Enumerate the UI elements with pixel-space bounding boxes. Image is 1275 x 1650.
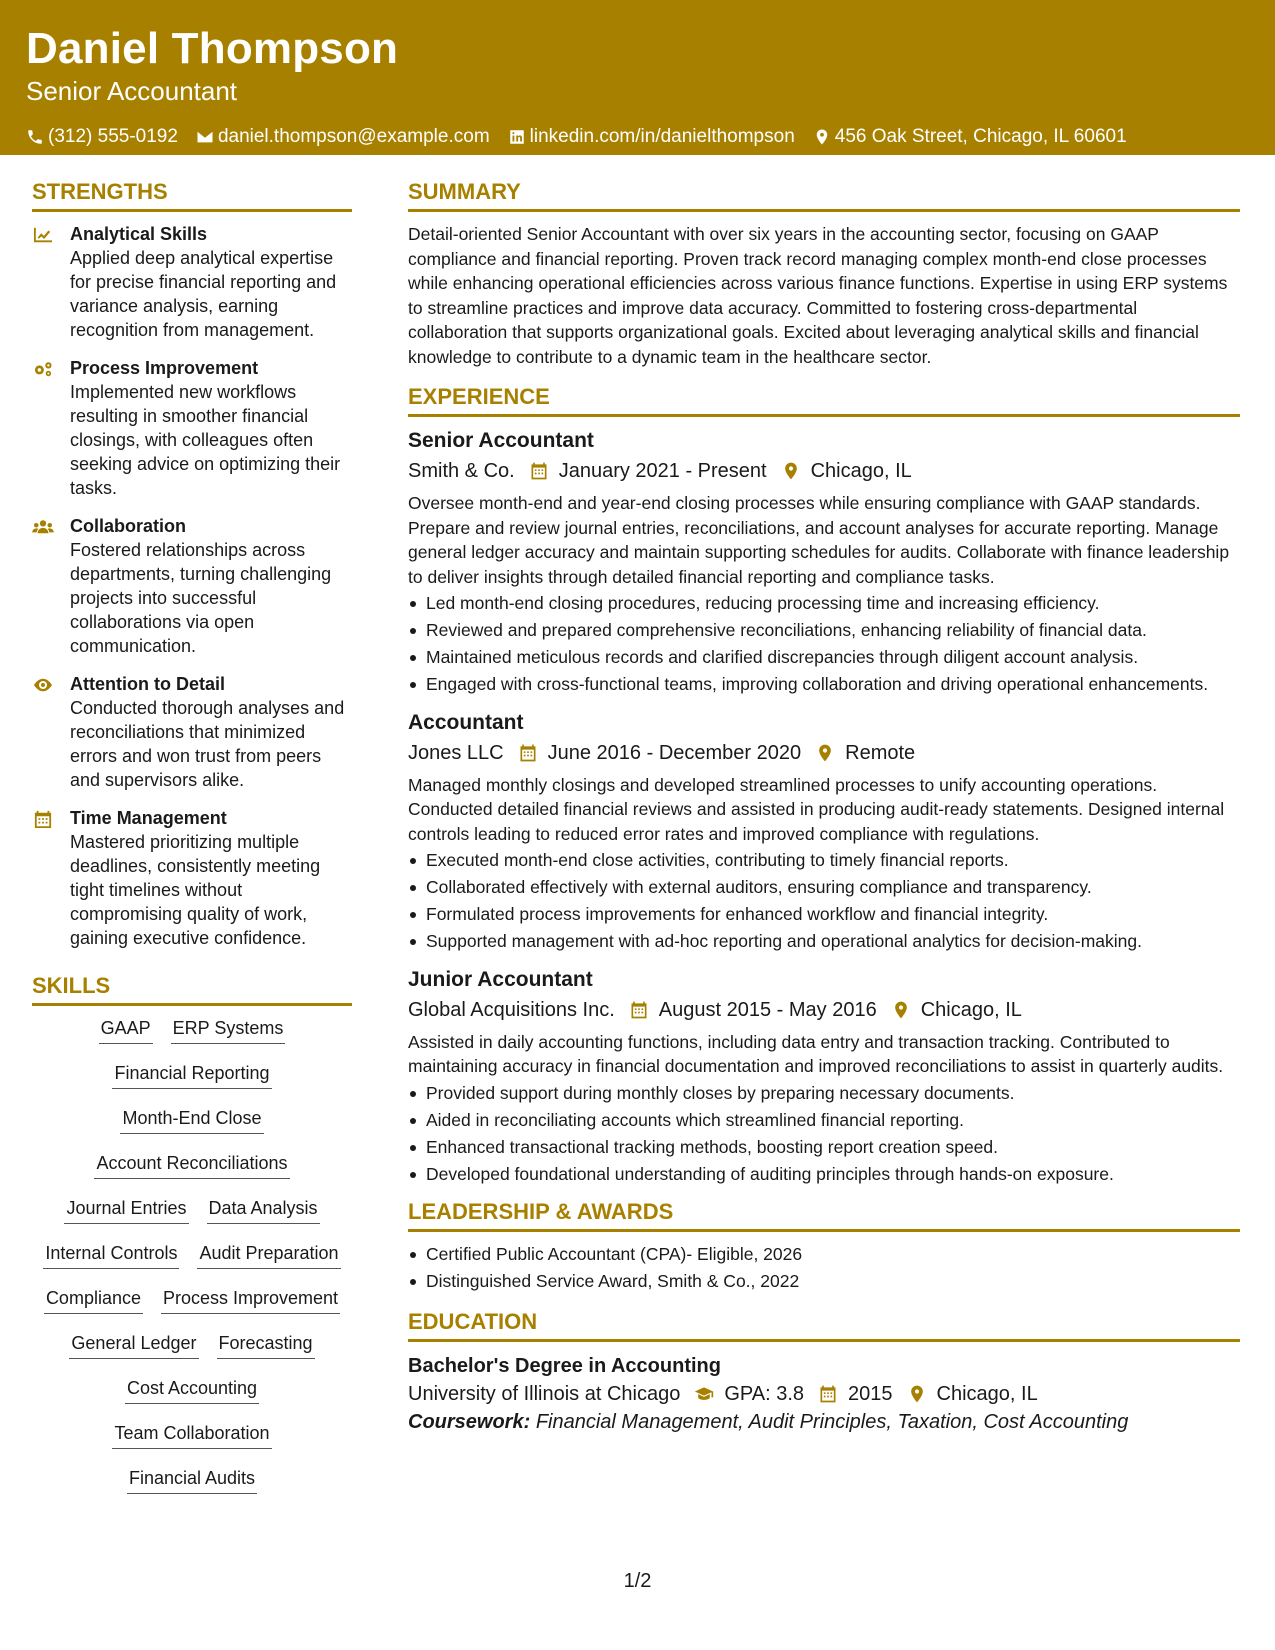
skill-tag: GAAP <box>99 1016 153 1044</box>
degree-title: Bachelor's Degree in Accounting <box>408 1354 721 1377</box>
summary-heading: SUMMARY <box>408 178 1240 212</box>
job-company: Jones LLC <box>408 741 504 764</box>
job-bullet: Collaborated effectively with external auditors, ensuring compliance and transparency. <box>408 875 1240 900</box>
calendar-icon <box>629 1000 649 1020</box>
skills-list <box>32 1016 352 1511</box>
chart-line-icon <box>32 226 54 244</box>
job-bullet: Provided support during monthly closes by preparing necessary documents. <box>408 1081 1240 1106</box>
page-number: 1/2 <box>623 1570 652 1592</box>
job-entry <box>408 966 1240 1187</box>
award-item: Certified Public Accountant (CPA)- Eligible, 2026 <box>408 1242 1240 1267</box>
calendar-icon <box>32 810 54 828</box>
coursework-list: Financial Management, Audit Principles, Taxation, Cost Accounting <box>535 1410 1129 1433</box>
strength-desc: Implemented new workflows resulting in smoother financial closings, with colleagues often seeking advice on optimizing their tasks. <box>70 382 341 498</box>
contact-bar <box>26 126 1275 148</box>
skills-heading: SKILLS <box>32 972 352 1006</box>
coursework <box>408 1408 1240 1436</box>
calendar-icon <box>518 743 538 763</box>
strength-title: Time Management <box>70 808 227 828</box>
skill-tag: Cost Accounting <box>125 1376 259 1404</box>
strength-desc: Conducted thorough analyses and reconciliations that minimized errors and won trust from peers and supervisors alike. <box>70 698 345 790</box>
skill-tag: Compliance <box>44 1286 143 1314</box>
skill-tag: Account Reconciliations <box>94 1151 289 1179</box>
skill-tag: Month-End Close <box>120 1106 263 1134</box>
map-marker-icon <box>781 461 801 481</box>
linkedin-text: linkedin.com/in/danielthompson <box>529 126 795 147</box>
job-entry <box>408 709 1240 954</box>
job-bullet: Executed month-end close activities, contributing to timely financial reports. <box>408 848 1240 873</box>
job-bullet: Led month-end closing procedures, reducing processing time and increasing efficiency. <box>408 591 1240 616</box>
graduation-year: 2015 <box>848 1382 893 1405</box>
school-name: University of Illinois at Chicago <box>408 1382 681 1405</box>
strength-title: Process Improvement <box>70 358 259 378</box>
skill-tag: Audit Preparation <box>197 1241 340 1269</box>
map-marker-icon <box>813 128 831 146</box>
coursework-label: Coursework: <box>408 1410 531 1433</box>
job-title: Accountant <box>408 710 524 734</box>
right-column <box>408 178 1240 1436</box>
skill-tag: General Ledger <box>69 1331 198 1359</box>
gpa-text: GPA: 3.8 <box>724 1382 805 1405</box>
job-dates: June 2016 - December 2020 <box>547 741 802 764</box>
job-description: Oversee month-end and year-end closing processes while ensuring compliance with GAAP standards. Prepare and review journal entries, reconciliations, and account analyses for accurate reporting. Manage general ledger accuracy and maintain supporting schedules for audits. Collaborate with finance leadership to deliver insights through detailed financial reporting and compliance tasks. <box>408 493 1230 587</box>
contact-linkedin[interactable] <box>508 126 795 148</box>
skill-tag: Data Analysis <box>207 1196 320 1224</box>
strength-item <box>32 514 352 658</box>
calendar-icon <box>529 461 549 481</box>
strength-desc: Mastered prioritizing multiple deadlines, consistently meeting tight timelines without compromising quality of work, gaining executive confidence. <box>70 832 321 948</box>
job-bullet: Maintained meticulous records and clarified discrepancies through diligent account analysis. <box>408 645 1240 670</box>
job-bullet: Engaged with cross-functional teams, improving collaboration and driving operational enhancements. <box>408 672 1240 697</box>
phone-text: (312) 555-0192 <box>48 126 178 147</box>
linkedin-icon <box>508 128 526 146</box>
job-company: Global Acquisitions Inc. <box>408 998 615 1021</box>
job-company: Smith & Co. <box>408 460 515 482</box>
awards-list <box>408 1242 1240 1294</box>
contact-email[interactable] <box>196 126 490 148</box>
job-bullet: Enhanced transactional tracking methods, boosting report creation speed. <box>408 1135 1240 1160</box>
contact-phone[interactable] <box>26 126 178 148</box>
calendar-icon <box>818 1384 838 1404</box>
job-entry <box>408 427 1240 697</box>
job-description: Assisted in daily accounting functions, including data entry and transaction tracking. Contributed to maintaining accuracy in financial documentation and improved reconciliations to assist in quarterly audits. <box>408 1031 1224 1076</box>
skill-tag: ERP Systems <box>171 1016 286 1044</box>
summary-text: Detail-oriented Senior Accountant with over six years in the accounting sector, focusing on GAAP compliance and financial reporting. Proven track record managing complex month-end close processes while enhancing operational efficiencies across various finance functions. Expertise in using ERP systems to streamline practices and improve data accuracy. Committed to fostering cross-departmental collaboration that supports organizational goals. Excited about leveraging analytical skills and financial knowledge to contribute to a dynamic team in the healthcare sector. <box>408 224 1228 367</box>
skill-tag: Financial Reporting <box>112 1061 271 1089</box>
strength-item <box>32 672 352 792</box>
strength-item <box>32 356 352 500</box>
job-bullet: Reviewed and prepared comprehensive reconciliations, enhancing reliability of financial data. <box>408 618 1240 643</box>
job-bullet: Formulated process improvements for enhanced workflow and financial integrity. <box>408 902 1240 927</box>
job-dates: January 2021 - Present <box>558 460 767 482</box>
skill-tag: Journal Entries <box>64 1196 188 1224</box>
skill-tag: Financial Audits <box>127 1466 257 1494</box>
job-location: Chicago, IL <box>920 998 1022 1021</box>
job-bullet: Developed foundational understanding of auditing principles through hands-on exposure. <box>408 1162 1240 1187</box>
gears-icon <box>32 360 54 378</box>
envelope-icon <box>196 128 214 146</box>
job-title: Senior Accountant <box>408 429 594 452</box>
map-marker-icon <box>891 1000 911 1020</box>
strengths-heading: STRENGTHS <box>32 178 352 212</box>
graduation-cap-icon <box>694 1384 714 1404</box>
strength-item <box>32 222 352 342</box>
job-location: Remote <box>845 741 916 764</box>
awards-heading: LEADERSHIP & AWARDS <box>408 1198 1240 1232</box>
skill-tag: Internal Controls <box>43 1241 179 1269</box>
address-text: 456 Oak Street, Chicago, IL 60601 <box>834 126 1127 147</box>
skill-tag: Process Improvement <box>161 1286 340 1314</box>
award-item: Distinguished Service Award, Smith & Co., 2022 <box>408 1269 1240 1294</box>
job-dates: August 2015 - May 2016 <box>658 998 877 1021</box>
email-text: daniel.thompson@example.com <box>217 126 490 147</box>
strength-title: Analytical Skills <box>70 224 208 244</box>
users-icon <box>32 518 54 536</box>
strength-item <box>32 806 352 950</box>
school-location: Chicago, IL <box>936 1382 1038 1405</box>
job-location: Chicago, IL <box>810 460 912 482</box>
contact-address <box>813 126 1127 148</box>
phone-icon <box>26 128 44 146</box>
strength-title: Attention to Detail <box>70 674 225 694</box>
eye-icon <box>32 676 54 694</box>
strength-desc: Fostered relationships across departments, turning challenging projects into successful collaborations via open communication. <box>70 540 332 656</box>
map-marker-icon <box>815 743 835 763</box>
skill-tag: Forecasting <box>217 1331 315 1359</box>
education-heading: EDUCATION <box>408 1308 1240 1342</box>
candidate-name: Daniel Thompson <box>26 24 399 73</box>
job-title: Junior Accountant <box>408 967 593 991</box>
strength-title: Collaboration <box>70 516 186 536</box>
candidate-title: Senior Accountant <box>26 76 238 106</box>
left-column <box>32 178 352 1511</box>
map-marker-icon <box>907 1384 927 1404</box>
job-bullet: Aided in reconciliating accounts which streamlined financial reporting. <box>408 1108 1240 1133</box>
job-description: Managed monthly closings and developed streamlined processes to unify accounting operations. Conducted detailed financial reviews and assisted in producing audit-ready statements. Designed internal controls leading to reduced error rates and improved compliance with regulations. <box>408 774 1225 844</box>
skill-tag: Team Collaboration <box>112 1421 271 1449</box>
resume-header <box>0 0 1275 155</box>
experience-heading: EXPERIENCE <box>408 383 1240 417</box>
job-bullet: Supported management with ad-hoc reporting and operational analytics for decision-making. <box>408 929 1240 954</box>
strength-desc: Applied deep analytical expertise for precise financial reporting and variance analysis, earning recognition from management. <box>70 248 337 340</box>
